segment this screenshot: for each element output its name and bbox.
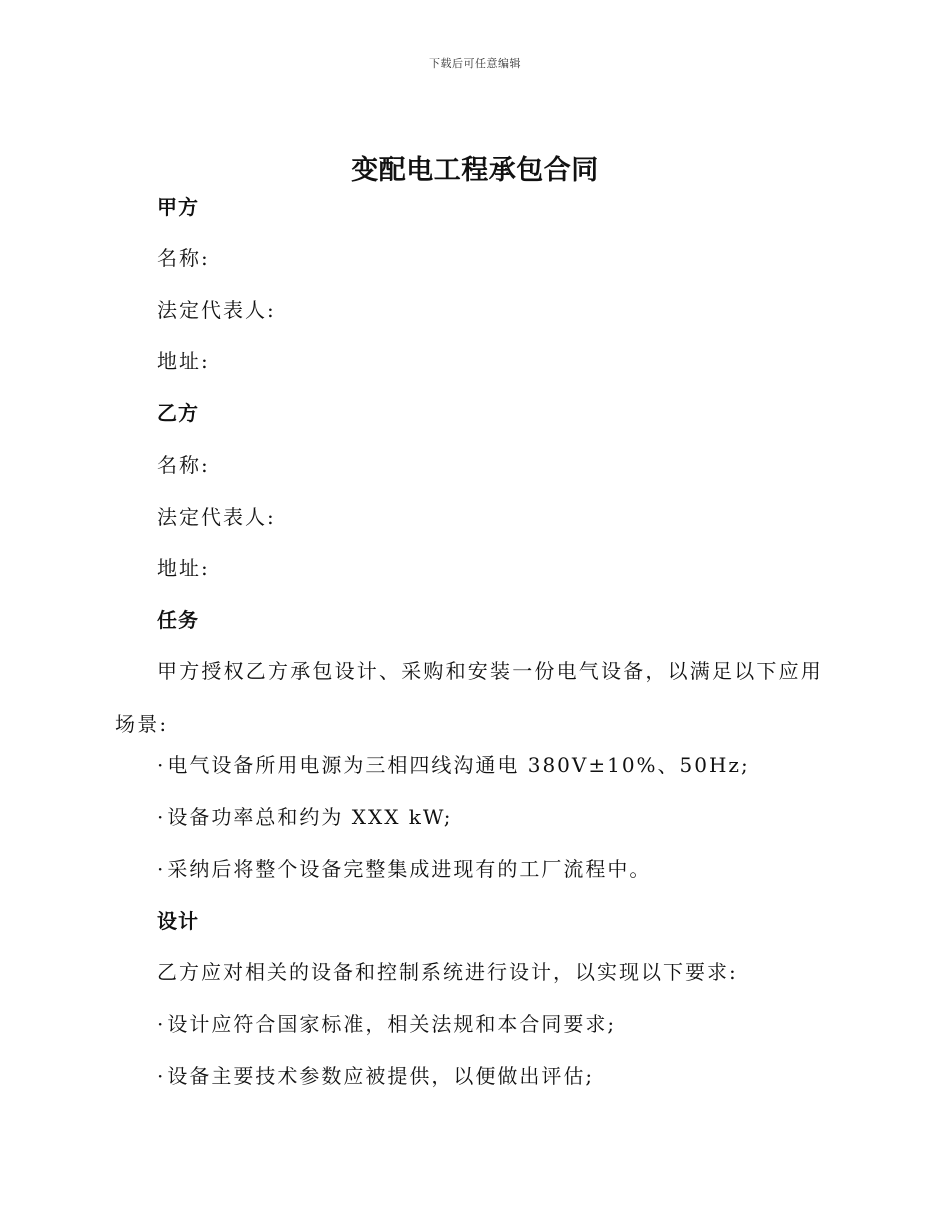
task-item-2: · 设备功率总和约为 XXX kW; [157, 805, 452, 829]
task-heading: 任务 [157, 608, 199, 632]
party-a-rep-label: 法定代表人: [157, 298, 276, 322]
party-a-heading: 甲方 [157, 195, 199, 219]
design-item-1: · 设计应符合国家标准，相关法规和本合同要求; [157, 1012, 616, 1036]
design-item-2: · 设备主要技术参数应被提供，以便做出评估; [157, 1064, 594, 1088]
task-item-3: · 采纳后将整个设备完整集成进现有的工厂流程中。 [157, 857, 651, 881]
party-b-name-label: 名称: [157, 453, 210, 477]
document-title: 变配电工程承包合同 [351, 155, 599, 186]
party-b-address-label: 地址: [157, 556, 210, 580]
party-b-rep-label: 法定代表人: [157, 505, 276, 529]
task-item-1: · 电气设备所用电源为三相四线沟通电 380V±10%、50Hz; [157, 753, 750, 777]
design-intro: 乙方应对相关的设备和控制系统进行设计，以实现以下要求: [157, 960, 738, 984]
party-b-heading: 乙方 [157, 401, 199, 425]
design-heading: 设计 [157, 909, 199, 933]
header-note: 下载后可任意编辑 [429, 57, 521, 70]
party-a-name-label: 名称: [157, 246, 210, 270]
task-intro-paragraph: 甲方授权乙方承包设计、采购和安装一份电气设备，以满足以下应用场景: [115, 659, 823, 736]
party-a-address-label: 地址: [157, 349, 210, 373]
